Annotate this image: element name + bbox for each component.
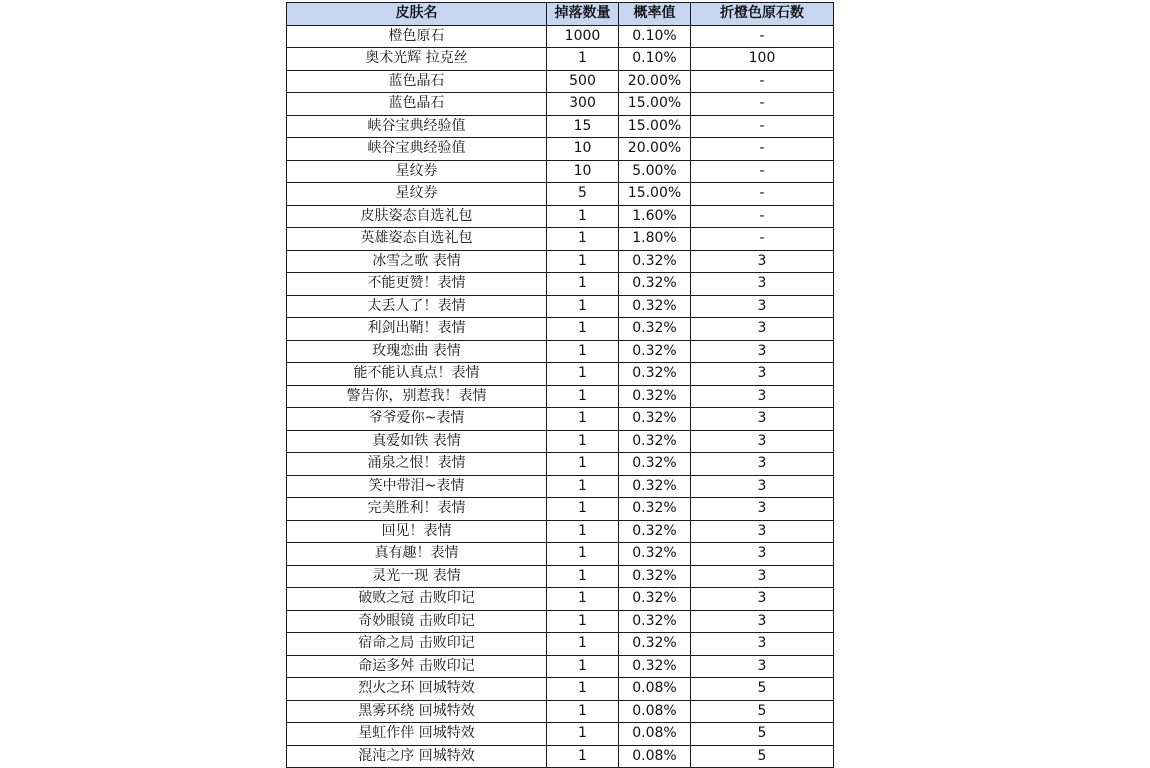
cell-drop-quantity: 1	[547, 453, 619, 476]
table-row	[287, 385, 834, 408]
table-row	[287, 633, 834, 656]
table-row	[287, 138, 834, 161]
cell-probability: 0.32%	[619, 543, 691, 566]
cell-probability: 0.08%	[619, 700, 691, 723]
cell-probability: 15.00%	[619, 183, 691, 206]
cell-probability: 0.32%	[619, 453, 691, 476]
cell-skin-name: 星纹券	[287, 183, 547, 206]
cell-skin-name: 太丢人了！表情	[287, 295, 547, 318]
cell-orange-essence-value: 100	[691, 48, 834, 71]
cell-skin-name: 玫瑰恋曲 表情	[287, 340, 547, 363]
cell-probability: 0.32%	[619, 498, 691, 521]
cell-probability: 0.10%	[619, 48, 691, 71]
cell-skin-name: 奇妙眼镜 击败印记	[287, 610, 547, 633]
cell-probability: 20.00%	[619, 138, 691, 161]
table-row	[287, 318, 834, 341]
cell-probability: 0.32%	[619, 408, 691, 431]
cell-drop-quantity: 10	[547, 138, 619, 161]
cell-drop-quantity: 1	[547, 48, 619, 71]
cell-orange-essence-value: 3	[691, 453, 834, 476]
header-orange-essence-value: 折橙色原石数	[691, 3, 834, 26]
cell-skin-name: 宿命之局 击败印记	[287, 633, 547, 656]
table-row	[287, 70, 834, 93]
cell-probability: 20.00%	[619, 70, 691, 93]
table-row	[287, 250, 834, 273]
header-probability: 概率值	[619, 3, 691, 26]
cell-drop-quantity: 1	[547, 610, 619, 633]
table-row	[287, 655, 834, 678]
cell-orange-essence-value: -	[691, 205, 834, 228]
cell-orange-essence-value: 3	[691, 475, 834, 498]
cell-drop-quantity: 1	[547, 408, 619, 431]
cell-skin-name: 完美胜利！表情	[287, 498, 547, 521]
cell-skin-name: 蓝色晶石	[287, 93, 547, 116]
table-row	[287, 340, 834, 363]
cell-skin-name: 星虹作伴 回城特效	[287, 723, 547, 746]
cell-orange-essence-value: 3	[691, 385, 834, 408]
header-drop-quantity: 掉落数量	[547, 3, 619, 26]
cell-orange-essence-value: -	[691, 138, 834, 161]
cell-skin-name: 不能更赞！表情	[287, 273, 547, 296]
cell-drop-quantity: 1	[547, 745, 619, 768]
cell-skin-name: 冰雪之歌 表情	[287, 250, 547, 273]
cell-probability: 0.32%	[619, 318, 691, 341]
cell-skin-name: 星纹券	[287, 160, 547, 183]
table-row	[287, 430, 834, 453]
cell-drop-quantity: 1	[547, 723, 619, 746]
cell-drop-quantity: 1	[547, 700, 619, 723]
cell-skin-name: 橙色原石	[287, 25, 547, 48]
cell-probability: 15.00%	[619, 115, 691, 138]
table-row	[287, 363, 834, 386]
cell-orange-essence-value: -	[691, 25, 834, 48]
cell-drop-quantity: 5	[547, 183, 619, 206]
table-row	[287, 745, 834, 768]
cell-drop-quantity: 1	[547, 318, 619, 341]
cell-orange-essence-value: 3	[691, 543, 834, 566]
cell-orange-essence-value: 3	[691, 295, 834, 318]
table-row	[287, 565, 834, 588]
table-row	[287, 543, 834, 566]
table-row	[287, 48, 834, 71]
cell-orange-essence-value: -	[691, 115, 834, 138]
cell-probability: 0.32%	[619, 588, 691, 611]
cell-orange-essence-value: 3	[691, 273, 834, 296]
cell-probability: 1.60%	[619, 205, 691, 228]
cell-skin-name: 警告你，别惹我！表情	[287, 385, 547, 408]
cell-drop-quantity: 1	[547, 385, 619, 408]
cell-orange-essence-value: 3	[691, 633, 834, 656]
cell-probability: 0.32%	[619, 475, 691, 498]
table-row	[287, 228, 834, 251]
cell-probability: 5.00%	[619, 160, 691, 183]
cell-skin-name: 峡谷宝典经验值	[287, 138, 547, 161]
cell-drop-quantity: 1	[547, 228, 619, 251]
cell-probability: 0.10%	[619, 25, 691, 48]
cell-skin-name: 利剑出鞘！表情	[287, 318, 547, 341]
cell-drop-quantity: 1	[547, 250, 619, 273]
cell-drop-quantity: 1	[547, 565, 619, 588]
cell-drop-quantity: 1000	[547, 25, 619, 48]
table-header-row	[287, 3, 834, 26]
cell-drop-quantity: 1	[547, 363, 619, 386]
cell-probability: 0.32%	[619, 385, 691, 408]
cell-orange-essence-value: 5	[691, 678, 834, 701]
table-row	[287, 475, 834, 498]
table-row	[287, 723, 834, 746]
table-row	[287, 520, 834, 543]
cell-probability: 0.32%	[619, 655, 691, 678]
table-row	[287, 25, 834, 48]
cell-orange-essence-value: -	[691, 183, 834, 206]
cell-probability: 0.32%	[619, 633, 691, 656]
cell-drop-quantity: 1	[547, 340, 619, 363]
cell-orange-essence-value: 3	[691, 430, 834, 453]
cell-skin-name: 烈火之环 回城特效	[287, 678, 547, 701]
drop-rate-table	[286, 2, 834, 768]
cell-orange-essence-value: 3	[691, 318, 834, 341]
table-row	[287, 700, 834, 723]
table-row	[287, 408, 834, 431]
cell-skin-name: 命运多舛 击败印记	[287, 655, 547, 678]
cell-probability: 0.32%	[619, 273, 691, 296]
table-row	[287, 93, 834, 116]
table-row	[287, 183, 834, 206]
cell-drop-quantity: 15	[547, 115, 619, 138]
cell-drop-quantity: 1	[547, 655, 619, 678]
cell-orange-essence-value: 3	[691, 408, 834, 431]
table-row	[287, 498, 834, 521]
table-row	[287, 610, 834, 633]
cell-drop-quantity: 1	[547, 430, 619, 453]
cell-probability: 0.32%	[619, 430, 691, 453]
cell-probability: 0.32%	[619, 363, 691, 386]
cell-probability: 0.08%	[619, 745, 691, 768]
cell-orange-essence-value: 5	[691, 700, 834, 723]
cell-drop-quantity: 1	[547, 633, 619, 656]
cell-drop-quantity: 10	[547, 160, 619, 183]
cell-skin-name: 皮肤姿态自选礼包	[287, 205, 547, 228]
cell-probability: 0.08%	[619, 678, 691, 701]
cell-drop-quantity: 1	[547, 475, 619, 498]
cell-drop-quantity: 500	[547, 70, 619, 93]
cell-skin-name: 真爱如铁 表情	[287, 430, 547, 453]
cell-orange-essence-value: -	[691, 70, 834, 93]
table-row	[287, 205, 834, 228]
cell-drop-quantity: 1	[547, 498, 619, 521]
cell-skin-name: 黑雾环绕 回城特效	[287, 700, 547, 723]
cell-orange-essence-value: 3	[691, 340, 834, 363]
cell-probability: 0.32%	[619, 565, 691, 588]
cell-skin-name: 能不能认真点！表情	[287, 363, 547, 386]
cell-skin-name: 混沌之序 回城特效	[287, 745, 547, 768]
cell-skin-name: 笑中带泪~表情	[287, 475, 547, 498]
cell-skin-name: 真有趣！表情	[287, 543, 547, 566]
table-row	[287, 678, 834, 701]
table-row	[287, 115, 834, 138]
cell-orange-essence-value: 3	[691, 565, 834, 588]
cell-probability: 0.32%	[619, 340, 691, 363]
cell-orange-essence-value: 5	[691, 745, 834, 768]
cell-probability: 0.32%	[619, 610, 691, 633]
cell-skin-name: 英雄姿态自选礼包	[287, 228, 547, 251]
cell-drop-quantity: 1	[547, 295, 619, 318]
cell-probability: 0.32%	[619, 295, 691, 318]
cell-probability: 15.00%	[619, 93, 691, 116]
cell-drop-quantity: 1	[547, 520, 619, 543]
cell-skin-name: 峡谷宝典经验值	[287, 115, 547, 138]
cell-drop-quantity: 1	[547, 205, 619, 228]
cell-orange-essence-value: 3	[691, 250, 834, 273]
cell-orange-essence-value: 3	[691, 520, 834, 543]
cell-probability: 0.08%	[619, 723, 691, 746]
cell-skin-name: 回见！表情	[287, 520, 547, 543]
cell-orange-essence-value: -	[691, 93, 834, 116]
cell-drop-quantity: 300	[547, 93, 619, 116]
cell-probability: 1.80%	[619, 228, 691, 251]
cell-orange-essence-value: -	[691, 228, 834, 251]
cell-skin-name: 破败之冠 击败印记	[287, 588, 547, 611]
cell-probability: 0.32%	[619, 250, 691, 273]
cell-orange-essence-value: 3	[691, 363, 834, 386]
table-row	[287, 588, 834, 611]
cell-orange-essence-value: 3	[691, 610, 834, 633]
cell-orange-essence-value: 5	[691, 723, 834, 746]
cell-skin-name: 灵光一现 表情	[287, 565, 547, 588]
table-row	[287, 453, 834, 476]
cell-drop-quantity: 1	[547, 543, 619, 566]
cell-probability: 0.32%	[619, 520, 691, 543]
table-row	[287, 295, 834, 318]
cell-drop-quantity: 1	[547, 678, 619, 701]
cell-skin-name: 奥术光辉 拉克丝	[287, 48, 547, 71]
cell-drop-quantity: 1	[547, 588, 619, 611]
cell-skin-name: 爷爷爱你~表情	[287, 408, 547, 431]
header-skin-name: 皮肤名	[287, 3, 547, 26]
cell-orange-essence-value: 3	[691, 588, 834, 611]
cell-drop-quantity: 1	[547, 273, 619, 296]
table-row	[287, 273, 834, 296]
cell-orange-essence-value: 3	[691, 655, 834, 678]
cell-skin-name: 蓝色晶石	[287, 70, 547, 93]
cell-skin-name: 涌泉之恨！表情	[287, 453, 547, 476]
cell-orange-essence-value: -	[691, 160, 834, 183]
cell-orange-essence-value: 3	[691, 498, 834, 521]
table-row	[287, 160, 834, 183]
